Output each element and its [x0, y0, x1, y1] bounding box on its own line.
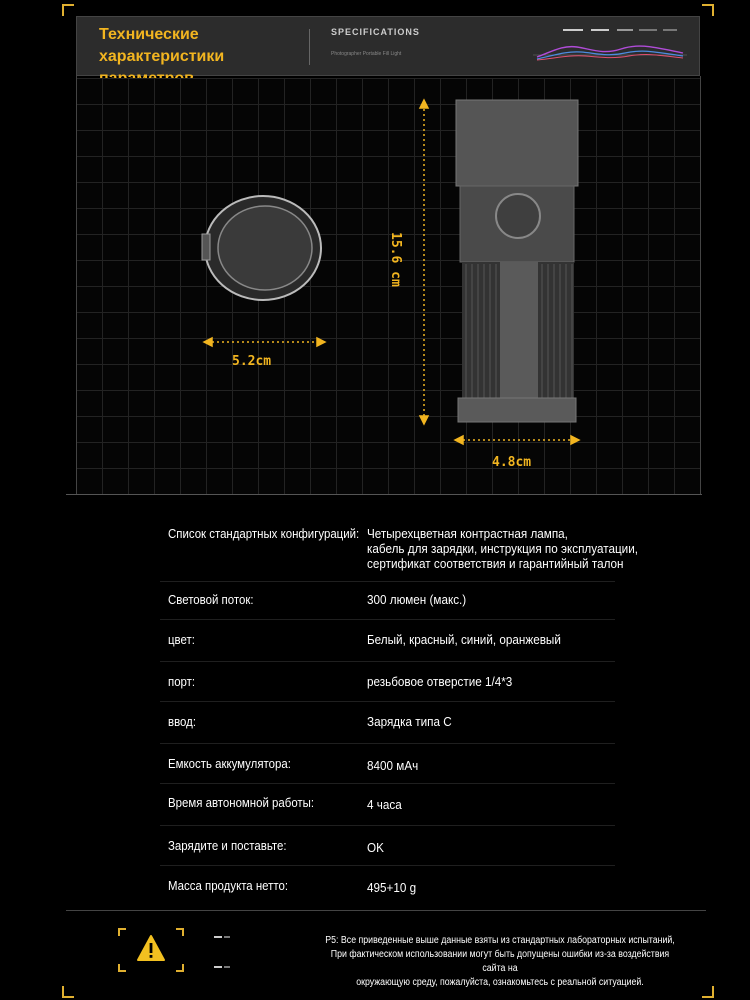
spec-row-port [160, 662, 615, 702]
spec-value: Белый, красный, синий, оранжевый [367, 632, 561, 647]
spec-label: Список стандартных конфигураций: [168, 526, 360, 541]
spec-value: 300 люмен (макс.) [367, 592, 467, 607]
spec-label: ввод: [168, 714, 196, 729]
spec-label: Время автономной работы: [168, 795, 315, 810]
spec-table [160, 512, 638, 906]
spec-label: Емкость аккумулятора: [168, 756, 291, 771]
spec-label: порт: [168, 674, 196, 689]
spec-row-charge [160, 826, 615, 866]
lamp-front-view-icon [202, 196, 321, 300]
spec-value: 8400 мАч [367, 758, 419, 773]
page-title: Технические характеристики [99, 26, 225, 65]
spec-value: Четырехцветная контрастная лампа, кабель для зарядки, инструкция по эксплуатации, сертификат соответствия и гарантийный талон [367, 526, 638, 571]
spec-value: Зарядка типа C [367, 714, 452, 729]
spec-row-weight [160, 866, 615, 906]
spec-value: 4 часа [367, 797, 402, 812]
spec-row-runtime [160, 784, 615, 826]
spec-value: резьбовое отверстие 1/4*3 [367, 674, 513, 689]
spec-label: Зарядите и поставьте: [168, 838, 287, 853]
spec-row-battery [160, 744, 615, 784]
height-dimension: 15.6 cm [388, 232, 403, 287]
spec-label: Масса продукта нетто: [168, 878, 289, 893]
width-head-dimension: 5.2cm [232, 354, 272, 369]
spec-value: 495+10 g [367, 880, 417, 895]
footer-divider [66, 910, 706, 911]
tick-marks-icon [214, 934, 234, 974]
spec-row-input [160, 702, 615, 744]
spec-value: OK [367, 840, 384, 855]
spec-subtitle: Photographer Portable Fill Light [331, 51, 402, 57]
spec-row-config [160, 512, 638, 582]
warning-triangle-icon [136, 934, 166, 962]
lamp-side-view-icon [456, 100, 578, 422]
warning-badge [118, 928, 184, 972]
disclaimer-note: P5: Все приведенные выше данные взяты из стандартных лабораторных испытаний, При фактическом использовании могут быть допущены ошибки из-за воздействия сайта на окружающую среду, пожалуйста, ознакомьтесь с реальной ситуацией. [325, 935, 675, 988]
spec-label: Световой поток: [168, 592, 254, 607]
width-body-dimension: 4.8cm [492, 455, 532, 470]
spec-title: SPECIFICATIONS [331, 27, 420, 37]
spec-label: цвет: [168, 632, 195, 647]
spec-row-luminous-flux [160, 582, 615, 620]
spec-row-color [160, 620, 615, 662]
